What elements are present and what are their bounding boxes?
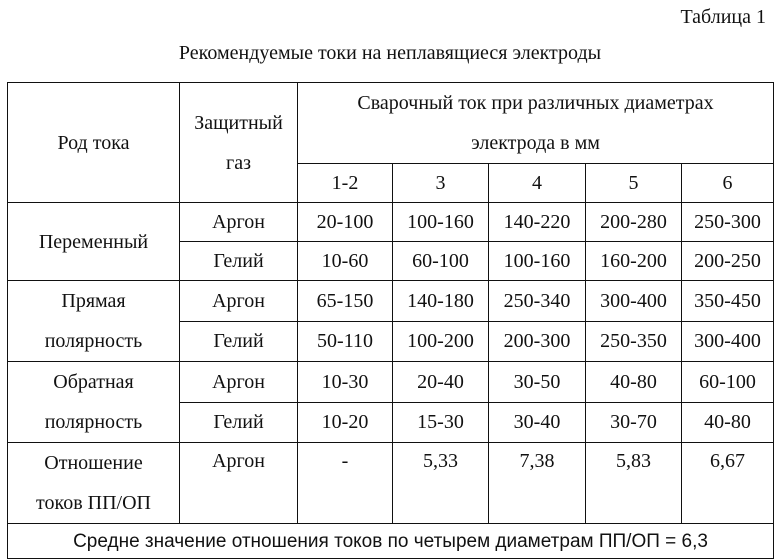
value-cell: 5,83	[586, 443, 682, 524]
value-cell: 6,67	[682, 443, 774, 524]
value-cell: 10-20	[298, 402, 393, 443]
header-gas-line1: Защитный	[194, 111, 283, 134]
value-cell: 60-100	[393, 242, 489, 281]
header-welding-current-line1: Сварочный ток при различных диаметрах	[357, 92, 714, 114]
diameter-header: 4	[489, 164, 586, 203]
table-row	[8, 443, 774, 524]
gas-cell: Аргон	[180, 281, 298, 322]
gas-cell: Аргон	[180, 443, 298, 524]
value-cell: 200-280	[586, 203, 682, 242]
current-kind-cell	[8, 281, 180, 362]
diameter-header: 1-2	[298, 164, 393, 203]
value-cell: 140-220	[489, 203, 586, 242]
table-footer-note: Средне значение отношения токов по четырем диаметрам ПП/ОП = 6,3	[8, 524, 774, 559]
current-kind-line2: Переменный	[38, 230, 149, 253]
value-cell: 300-400	[586, 281, 682, 322]
value-cell: 250-350	[586, 321, 682, 362]
value-cell: 20-100	[298, 203, 393, 242]
gas-cell: Гелий	[180, 321, 298, 362]
value-cell: 300-400	[682, 321, 774, 362]
value-cell: 50-110	[298, 321, 393, 362]
value-cell: 30-70	[586, 402, 682, 443]
value-cell: 20-40	[393, 362, 489, 403]
value-cell: 10-60	[298, 242, 393, 281]
current-kind-cell	[8, 443, 180, 524]
table-row	[8, 203, 774, 242]
value-cell: 40-80	[682, 402, 774, 443]
gas-cell: Гелий	[180, 402, 298, 443]
table-title: Рекомендуемые токи на неплавящиеся электроды	[178, 42, 602, 64]
header-gas	[180, 83, 298, 203]
value-cell: 65-150	[298, 281, 393, 322]
value-cell: 60-100	[682, 362, 774, 403]
table-footer-row	[8, 524, 774, 559]
diameter-header: 3	[393, 164, 489, 203]
current-kind-line1: Прямая	[61, 290, 126, 312]
value-cell: 10-30	[298, 362, 393, 403]
table-number: Таблица 1	[680, 6, 766, 28]
current-kind-cell	[8, 203, 180, 281]
value-cell: 140-180	[393, 281, 489, 322]
value-cell: 30-50	[489, 362, 586, 403]
gas-cell: Гелий	[180, 242, 298, 281]
value-cell: 15-30	[393, 402, 489, 443]
current-kind-line2: токов ПП/ОП	[36, 492, 151, 514]
value-cell: -	[298, 443, 393, 524]
current-kind-line1: Отношение	[44, 452, 143, 474]
value-cell: 5,33	[393, 443, 489, 524]
current-kind-line2: полярность	[44, 330, 143, 352]
currents-table	[7, 82, 774, 559]
value-cell: 160-200	[586, 242, 682, 281]
value-cell: 200-250	[682, 242, 774, 281]
value-cell: 200-300	[489, 321, 586, 362]
table-row	[8, 362, 774, 403]
current-kind-line2: полярность	[44, 411, 143, 433]
value-cell: 250-340	[489, 281, 586, 322]
header-current-kind: Род тока	[8, 83, 180, 203]
header-gas-line2: газ	[226, 151, 251, 174]
header-welding-current	[298, 83, 774, 164]
table-row	[8, 281, 774, 322]
value-cell: 30-40	[489, 402, 586, 443]
gas-cell: Аргон	[180, 203, 298, 242]
gas-cell: Аргон	[180, 362, 298, 403]
value-cell: 100-160	[489, 242, 586, 281]
header-welding-current-line2: электрода в мм	[471, 132, 600, 154]
value-cell: 100-200	[393, 321, 489, 362]
value-cell: 7,38	[489, 443, 586, 524]
current-kind-cell	[8, 362, 180, 443]
value-cell: 40-80	[586, 362, 682, 403]
diameter-header: 5	[586, 164, 682, 203]
value-cell: 250-300	[682, 203, 774, 242]
value-cell: 100-160	[393, 203, 489, 242]
current-kind-line1: Обратная	[53, 371, 134, 393]
diameter-header: 6	[682, 164, 774, 203]
value-cell: 350-450	[682, 281, 774, 322]
